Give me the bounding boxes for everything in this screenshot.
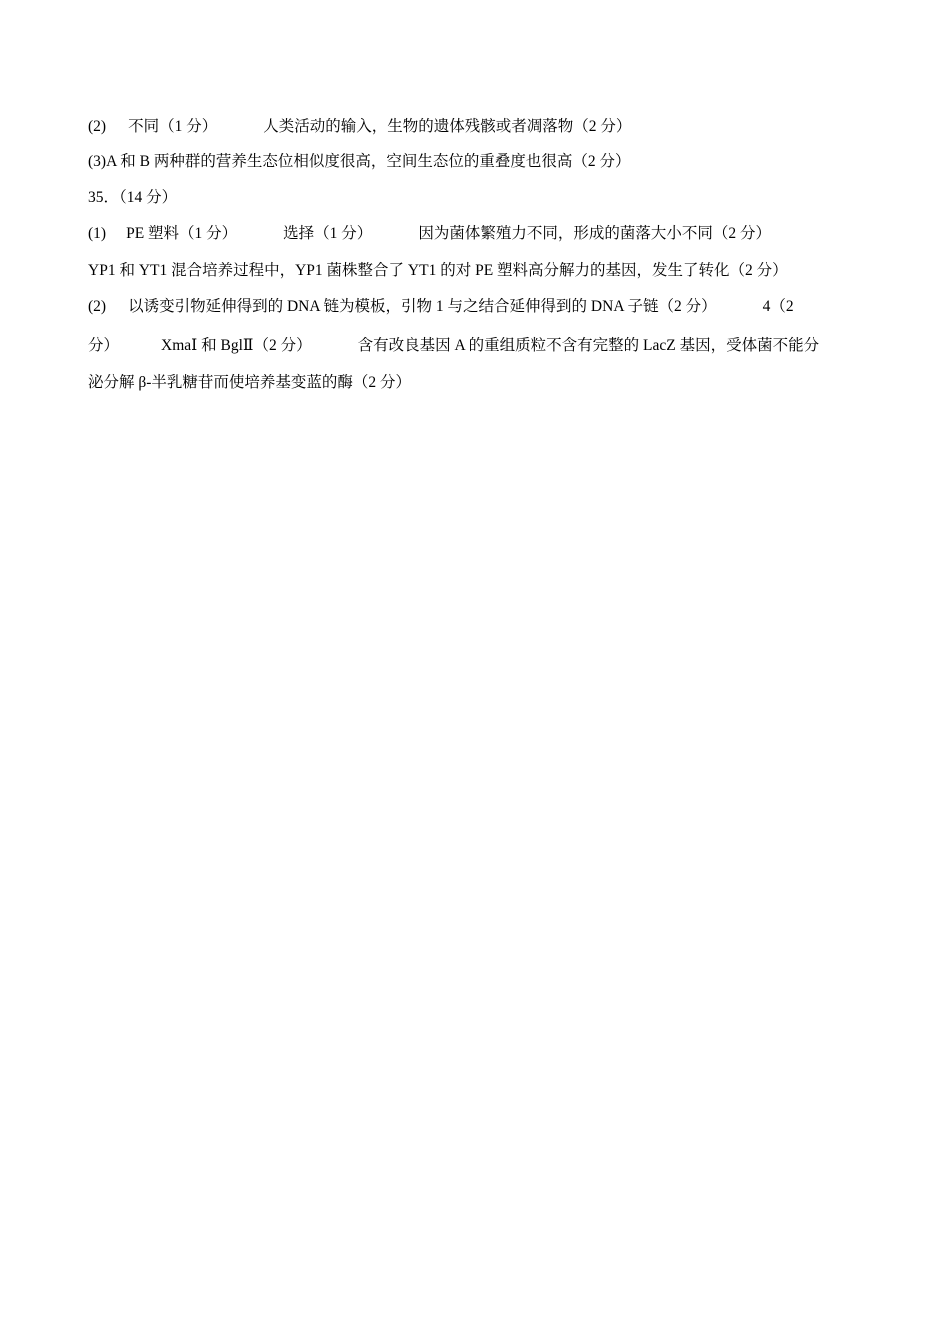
answer-segment: 4（2 [762,298,794,315]
answer-text: (3)A 和 B 两种群的营养生态位相似度很高，空间生态位的重叠度也很高（2 分） [88,153,631,170]
answer-text: YP1 和 YT1 混合培养过程中，YP1 菌株整合了 YT1 的对 PE 塑料高分解力的基因，发生了转化（2 分） [88,262,788,279]
answer-segment: XmaⅠ 和 BglⅡ（2 分） [161,337,312,354]
item-number: (2) [88,298,107,315]
answer-line-35-1-cont [88,261,788,281]
answer-line-35-2-end [88,373,411,393]
answer-text: 泌分解 β-半乳糖苷而使培养基变蓝的酶（2 分） [88,374,412,391]
question-heading [88,188,177,208]
answer-segment: 选择（1 分） [283,225,373,242]
answer-segment: PE 塑料（1 分） [126,225,238,242]
item-number: (1) [88,225,107,242]
answer-segment: 不同（1 分） [128,118,218,135]
answer-line-35-2 [88,297,794,317]
answer-line-2 [88,117,631,137]
answer-segment: 人类活动的输入，生物的遗体残骸或者凋落物（2 分） [263,118,632,135]
answer-segment: 分） [88,337,120,354]
answer-segment: 以诱变引物延伸得到的 DNA 链为模板，引物 1 与之结合延伸得到的 DNA 子链（2 分） [128,298,717,315]
answer-segment: 含有改良基因 A 的重组质粒不含有完整的 LacZ 基因，受体菌不能分 [357,337,820,354]
answer-line-3 [88,152,631,172]
answer-segment: 因为菌体繁殖力不同，形成的菌落大小不同（2 分） [418,225,771,242]
question-number: 35．（14 分） [88,189,178,206]
answer-line-35-2-cont [88,336,819,356]
item-number: (2) [88,118,107,135]
answer-line-35-1 [88,224,771,244]
